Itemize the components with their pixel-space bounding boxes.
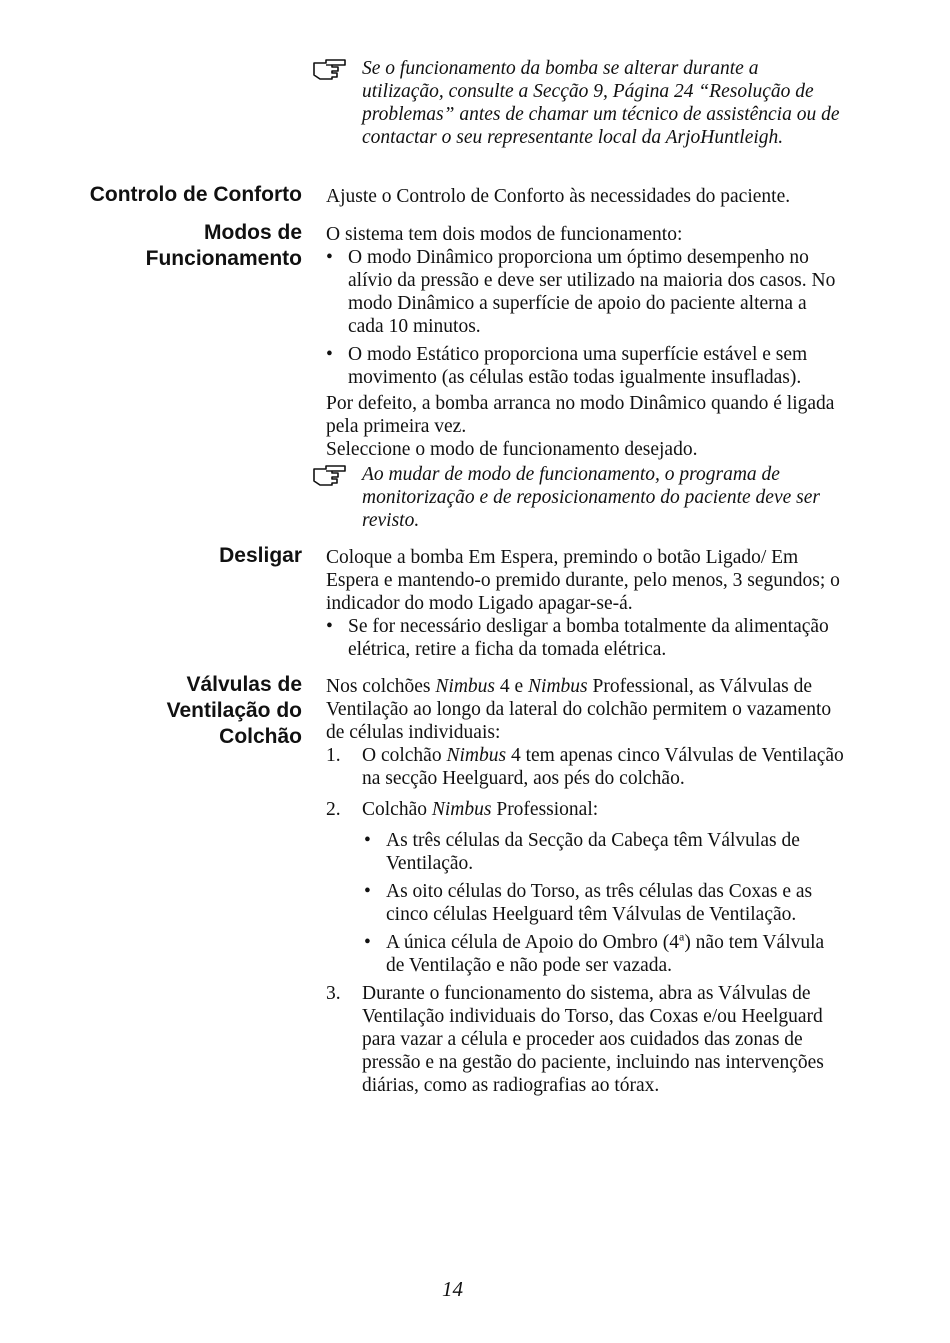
paragraph: Coloque a bomba Em Espera, premindo o botão Ligado/ Em Espera e mantendo-o premido durante, pelo menos, 3 segundos; o indicador do modo Ligado apagar-se-á. <box>326 547 840 614</box>
section-body-desligar <box>326 546 846 661</box>
item-number: 3. <box>326 983 341 1004</box>
heading-line: Funcionamento <box>145 247 302 270</box>
list-item-text: Durante o funcionamento do sistema, abra as Válvulas de Ventilação individuais do Torso, das Coxas e/ou Heelguard para vazar a célula e proceder aos cuidados das zonas de pressão e na gestão do paciente, incluindo nas intervenções diárias, como as radiografias ao tórax. <box>362 983 824 1096</box>
paragraph: Seleccione o modo de funcionamento desejado. <box>326 439 698 460</box>
pointing-hand-icon <box>312 57 348 81</box>
list-item-text: O modo Dinâmico proporciona um óptimo desempenho no alívio da pressão e deve ser utilizado na maioria dos casos. No modo Dinâmico a superfície de apoio do paciente alterna a cada 10 minutos. <box>348 247 836 337</box>
text-run: Professional, as Válvulas de Ventilação ao longo da lateral do colchão permitem o vazamento de células individuais: <box>326 676 832 743</box>
list-item-text: O modo Estático proporciona uma superfície estável e sem movimento (as células estão todas igualmente insufladas). <box>348 344 808 388</box>
paragraph: O sistema tem dois modos de funcionamento: <box>326 224 683 245</box>
text-run: 4 e <box>495 676 529 697</box>
product-name: Nimbus <box>435 676 496 697</box>
section-heading-desligar: Desligar <box>219 544 302 567</box>
bullet: • <box>326 344 333 365</box>
heading-line: Modos de <box>204 221 302 244</box>
note-callout <box>312 57 842 149</box>
section-body-valvulas <box>326 675 846 1097</box>
note-text: Se o funcionamento da bomba se alterar durante a utilização, consulte a Secção 9, Página 24 “Resolução de problemas” antes de chamar um técnico de assistência ou de contactar o seu representante local da ArjoHuntleigh. <box>362 58 840 148</box>
list-item-text: As três células da Secção da Cabeça têm Válvulas de Ventilação. <box>386 830 800 874</box>
bullet: • <box>326 247 333 268</box>
heading-line: Colchão <box>219 725 302 748</box>
list-item <box>326 246 846 338</box>
bullet: • <box>326 616 333 637</box>
note-callout <box>312 463 842 532</box>
product-name: Nimbus <box>431 799 492 820</box>
text-run: Colchão <box>362 799 432 820</box>
section-body-modos <box>326 223 846 461</box>
item-number: 1. <box>326 745 341 766</box>
section-body-controlo <box>326 185 846 208</box>
paragraph: Por defeito, a bomba arranca no modo Dinâmico quando é ligada pela primeira vez. <box>326 393 835 437</box>
numbered-item <box>326 982 846 1097</box>
list-item-text: As oito células do Torso, as três células das Coxas e as cinco células Heelguard têm Válvulas de Ventilação. <box>386 881 813 925</box>
superscript: a <box>678 929 685 944</box>
text-run: A única célula de Apoio do Ombro (4 <box>386 932 679 953</box>
bullet: • <box>364 932 371 953</box>
text-run: 4 tem apenas cinco Válvulas de Ventilação na secção Heelguard, aos pés do colchão. <box>362 745 844 789</box>
list-item-text: Se for necessário desligar a bomba totalmente da alimentação elétrica, retire a ficha da tomada elétrica. <box>348 616 829 660</box>
text-run: O colchão <box>362 745 447 766</box>
text-run: Nos colchões <box>326 676 436 697</box>
sub-list-item <box>326 829 846 875</box>
bullet: • <box>364 881 371 902</box>
sub-list-item <box>326 931 846 977</box>
numbered-item <box>326 798 846 821</box>
numbered-item <box>326 744 846 790</box>
list-item <box>326 615 846 661</box>
item-number: 2. <box>326 799 341 820</box>
sub-list-item <box>326 880 846 926</box>
bullet: • <box>364 830 371 851</box>
heading-line: Válvulas de <box>186 673 302 696</box>
section-heading-valvulas <box>42 672 302 750</box>
list-item <box>326 343 846 389</box>
paragraph: Ajuste o Controlo de Conforto às necessidades do paciente. <box>326 186 791 207</box>
product-name: Nimbus <box>446 745 507 766</box>
page-number: 14 <box>442 1277 463 1301</box>
pointing-hand-icon <box>312 463 348 487</box>
paragraph <box>326 675 846 744</box>
text-run: ) não tem Válvula de Ventilação e não pode ser vazada. <box>386 932 825 976</box>
heading-line: Ventilação do <box>166 699 302 722</box>
section-heading-controlo: Controlo de Conforto <box>89 183 302 206</box>
section-heading-modos <box>42 220 302 272</box>
text-run: Professional: <box>491 799 599 820</box>
note-text: Ao mudar de modo de funcionamento, o programa de monitorização e de reposicionamento do paciente deve ser revisto. <box>362 464 820 531</box>
product-name: Nimbus <box>528 676 588 697</box>
